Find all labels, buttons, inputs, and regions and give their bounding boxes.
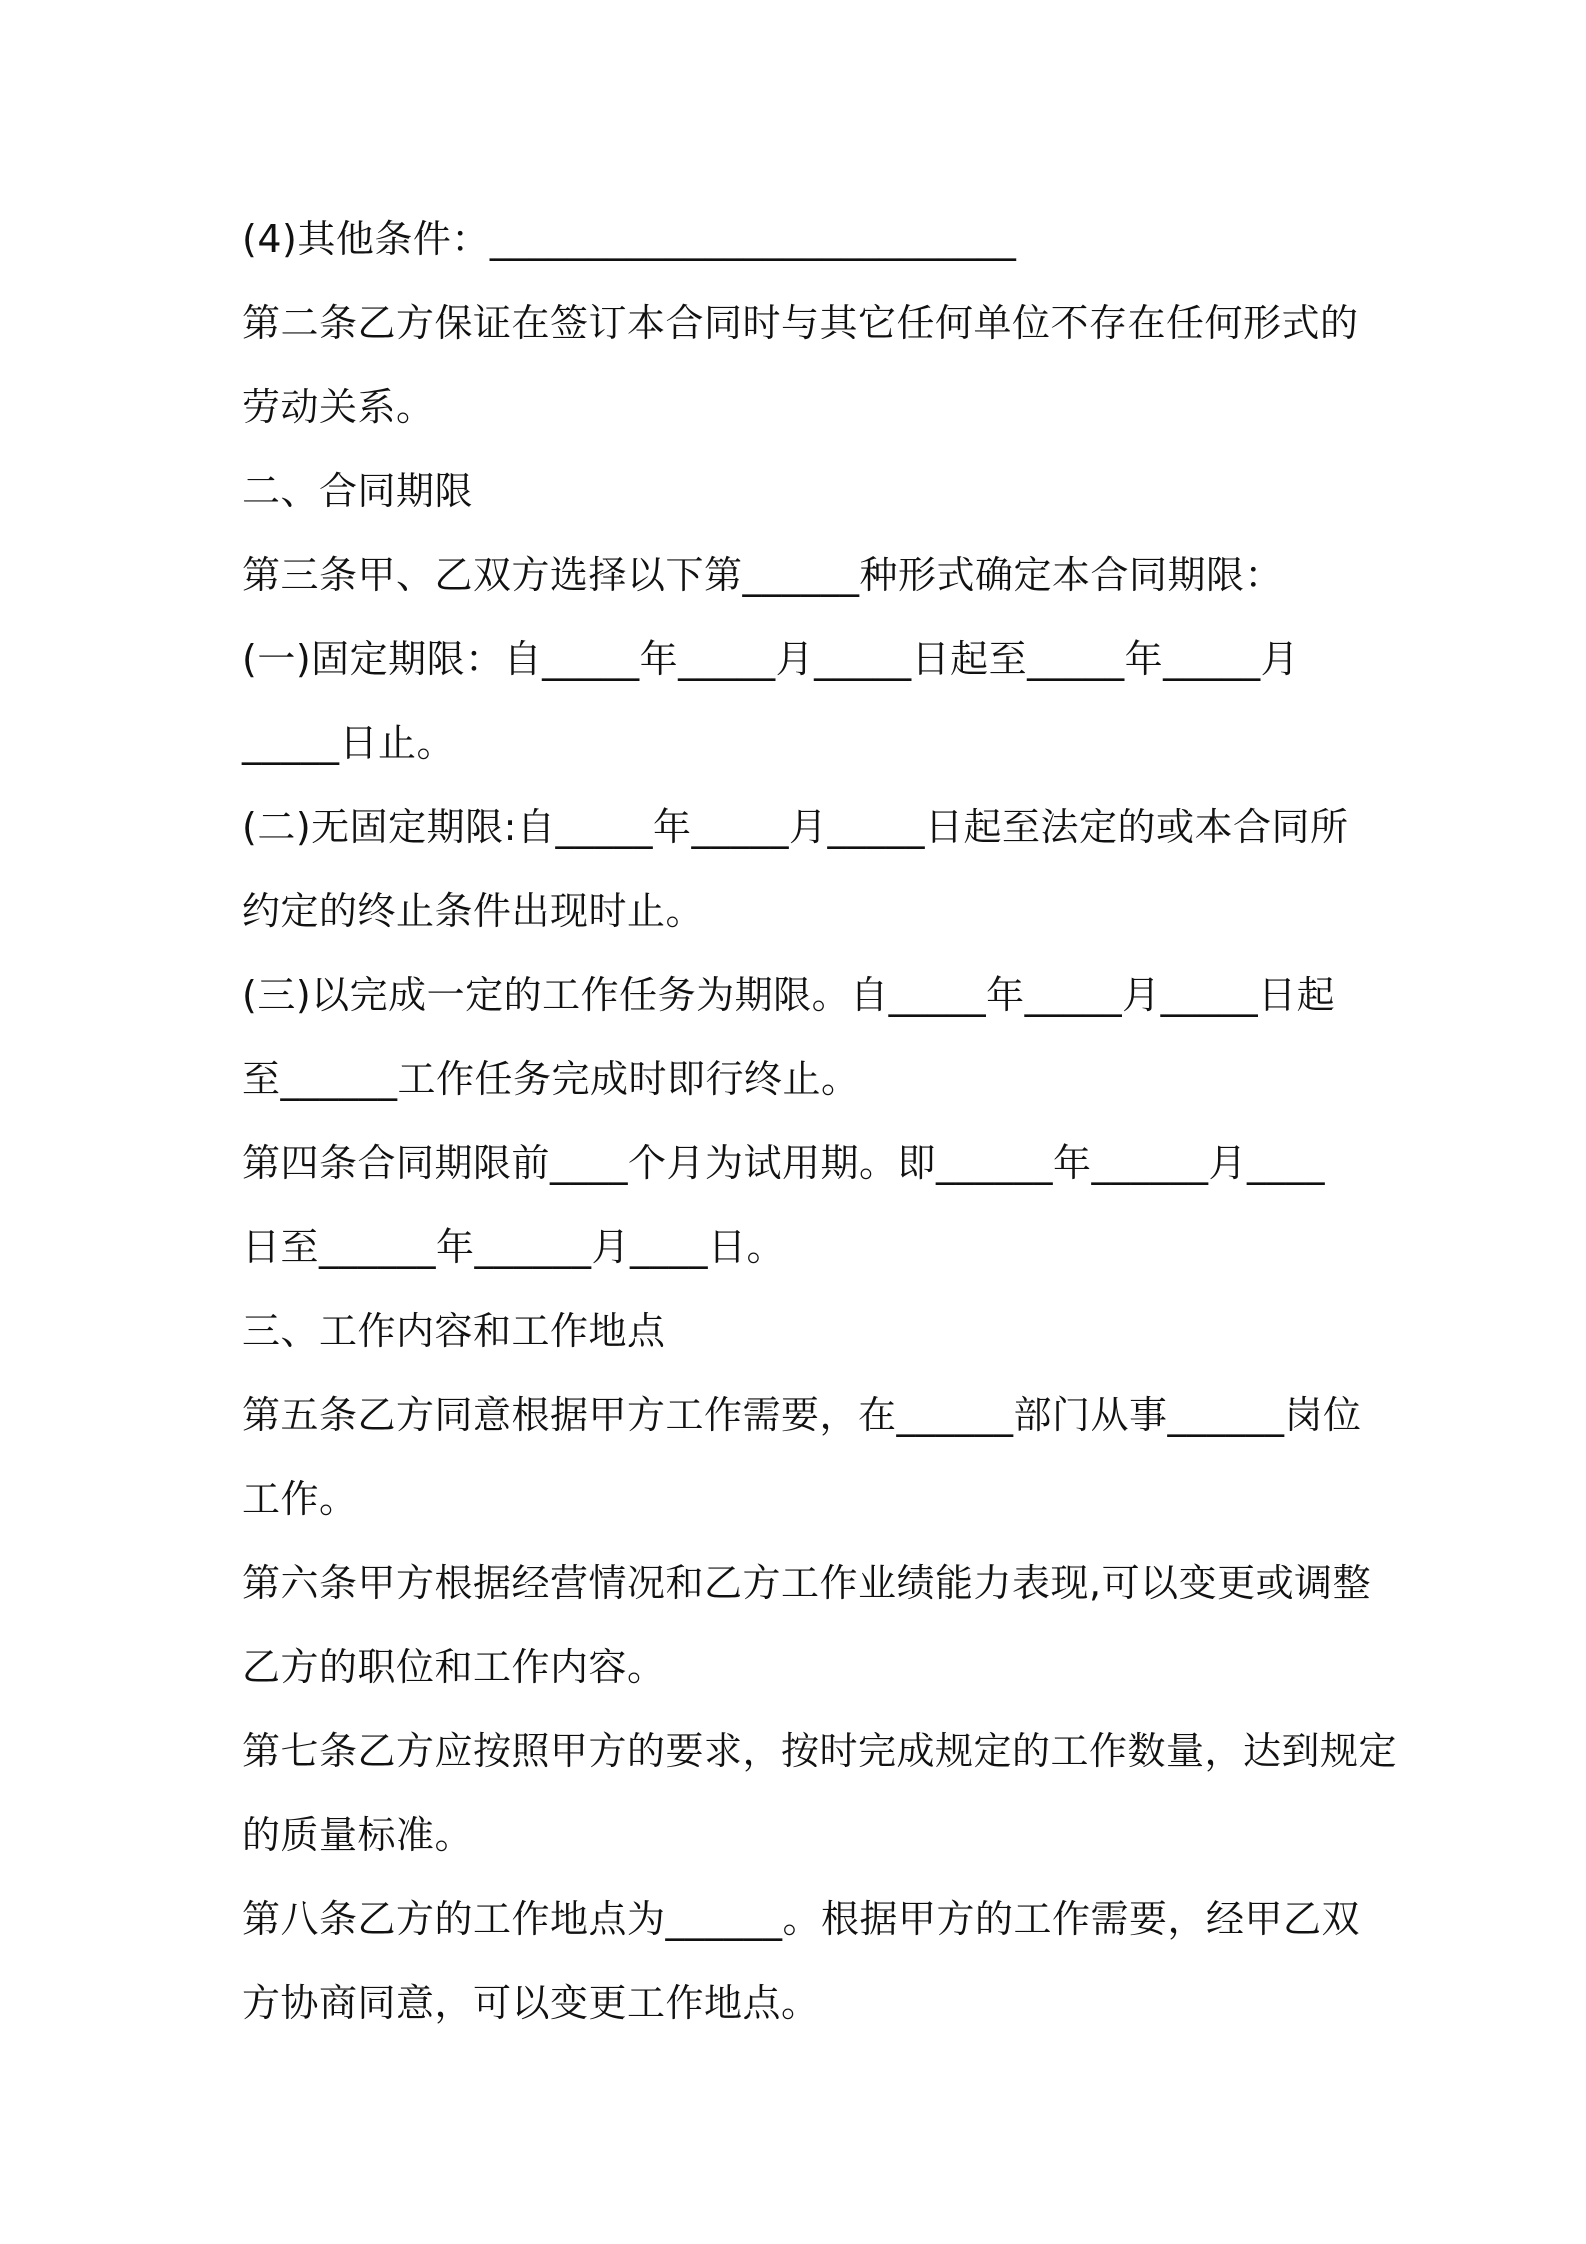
fixed-term-line-1: (一)固定期限：自_____年_____月_____日起至_____年_____月: [242, 637, 1300, 681]
article-3: 第三条甲、乙双方选择以下第______种形式确定本合同期限：: [242, 553, 1284, 597]
document-body: [242, 197, 1398, 2045]
open-term-line-2: 约定的终止条件出现时止。: [242, 889, 705, 933]
article-6-line-2: 乙方的职位和工作内容。: [242, 1645, 666, 1689]
article-6-line-1: 第六条甲方根据经营情况和乙方工作业绩能力表现,可以变更或调整: [242, 1561, 1372, 1605]
article-5-line-2: 工作。: [242, 1477, 358, 1521]
article-7-line-2: 的质量标准。: [242, 1813, 474, 1857]
task-term-line-1: (三)以完成一定的工作任务为期限。自_____年_____月_____日起: [242, 973, 1336, 1017]
article-4-line-1: 第四条合同期限前____个月为试用期。即______年______月____: [242, 1141, 1326, 1185]
task-term-line-2: 至______工作任务完成时即行终止。: [242, 1057, 860, 1101]
section-heading-work-content: 三、工作内容和工作地点: [242, 1309, 666, 1353]
section-heading-contract-term: 二、合同期限: [242, 469, 474, 513]
article-4-line-2: 日至______年______月____日。: [242, 1225, 786, 1269]
article-2-line-1: 第二条乙方保证在签订本合同时与其它任何单位不存在任何形式的: [242, 301, 1359, 345]
article-8-line-1: 第八条乙方的工作地点为______。根据甲方的工作需要，经甲乙双: [242, 1897, 1361, 1941]
article-5-line-1: 第五条乙方同意根据甲方工作需要，在______部门从事______岗位: [242, 1393, 1362, 1437]
open-term-line-1: (二)无固定期限:自_____年_____月_____日起至法定的或本合同所: [242, 805, 1349, 849]
fixed-term-line-2: _____日止。: [242, 721, 456, 765]
clause-other-conditions: (4)其他条件：___________________________: [242, 217, 1017, 261]
article-2-line-2: 劳动关系。: [242, 385, 435, 429]
article-8-line-2: 方协商同意，可以变更工作地点。: [242, 1981, 820, 2025]
article-7-line-1: 第七条乙方应按照甲方的要求，按时完成规定的工作数量，达到规定: [242, 1729, 1398, 1773]
